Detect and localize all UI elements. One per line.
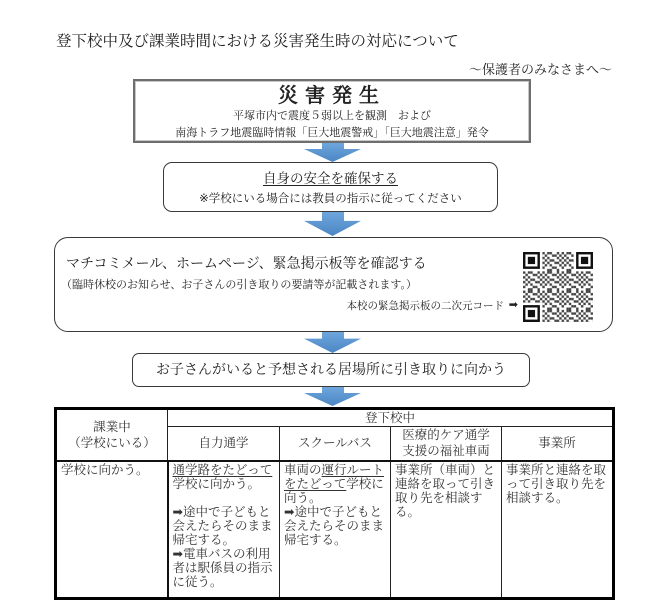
cell-facility: 事業所と連絡を取って引き取り先を相談する。 <box>502 461 614 599</box>
cell-self-commute: 通学路をたどって学校に向かう。 ➡途中で子どもと会えたらそのまま帰宅する。 ➡電車バスの利用者は駅係員の指示に従う。 <box>168 461 280 599</box>
header-school-bus: スクールバス <box>280 427 391 461</box>
check-information-heading: マチコミメール、ホームページ、緊急掲示板等を確認する <box>66 256 427 272</box>
header-commuting-group: 登下校中 <box>168 409 614 427</box>
disaster-heading: 災害発生 <box>278 83 386 107</box>
ensure-safety-note: ※学校にいる場合には教員の指示に従ってください <box>199 191 462 205</box>
disaster-occurrence-box <box>133 79 531 143</box>
earthquake-condition-text: 平塚市内で震度５弱以上を観測 および <box>233 109 431 122</box>
qr-code-icon[interactable] <box>523 252 593 322</box>
table-header-row <box>56 409 614 427</box>
page-subtitle: ～保護者のみなさまへ～ <box>468 63 612 78</box>
cell-welfare-vehicle: 事業所（車両）と連絡を取って引き取り先を相談する。 <box>391 461 502 599</box>
header-facility: 事業所 <box>502 427 614 461</box>
header-in-class: 課業中 （学校にいる） <box>56 409 168 461</box>
cell-school-bus: 車両の運行ルートをたどって学校に向う。 ➡途中で子どもと会えたらそのまま帰宅する。 <box>280 461 391 599</box>
response-table <box>54 407 615 600</box>
down-arrow-icon <box>304 212 361 236</box>
down-arrow-icon <box>304 332 361 353</box>
ensure-safety-heading: 自身の安全を確保する <box>263 171 398 187</box>
check-information-box <box>54 237 613 332</box>
check-information-note: （臨時休校のお知らせ、お子さんの引き取りの要請等が記載されます。） <box>61 278 417 291</box>
cell-in-class: 学校に向かう。 <box>56 461 168 599</box>
qr-code-label: 本校の緊急掲示板の二次元コード <box>346 300 504 312</box>
header-self-commute: 自力通学 <box>168 427 280 461</box>
header-welfare-vehicle: 医療的ケア通学 支援の福祉車両 <box>391 427 502 461</box>
table-row <box>56 461 614 599</box>
page-title: 登下校中及び課業時間における災害発生時の対応について <box>56 32 459 50</box>
down-arrow-icon <box>304 387 361 406</box>
pick-up-child-heading: お子さんがいると予想される居場所に引き取りに向かう <box>156 362 506 378</box>
ensure-safety-box <box>163 162 498 212</box>
down-arrow-icon <box>304 143 361 162</box>
right-arrow-icon: ➡ <box>508 298 518 311</box>
pick-up-child-box <box>132 353 530 387</box>
nankai-trough-condition-text: 南海トラフ地震臨時情報「巨大地震警戒」「巨大地震注意」発令 <box>175 126 489 139</box>
